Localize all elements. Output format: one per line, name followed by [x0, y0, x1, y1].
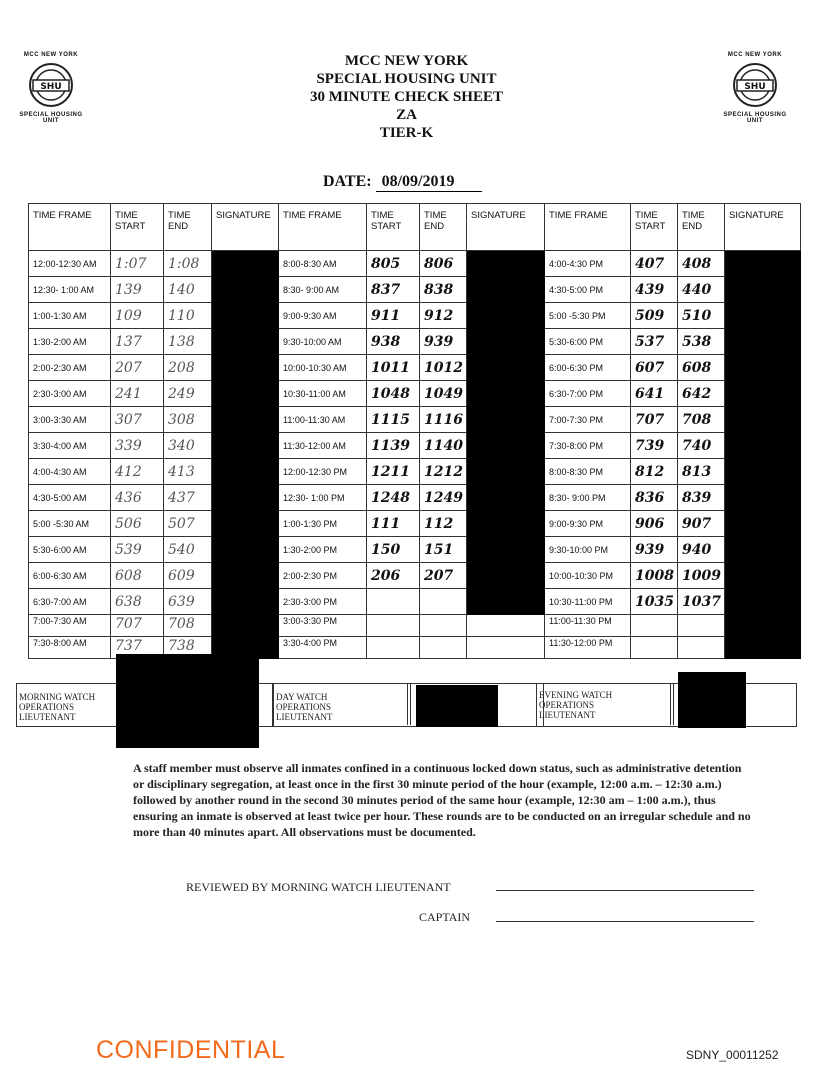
time-start-cell: 1035 [631, 589, 678, 615]
time-frame-cell: 5:30-6:00 AM [29, 537, 111, 563]
time-end-cell: 806 [420, 251, 467, 277]
time-start-cell: 836 [631, 485, 678, 511]
time-frame-cell: 3:30-4:00 AM [29, 433, 111, 459]
time-end-cell: 540 [164, 537, 212, 563]
time-frame-cell: 6:00-6:30 AM [29, 563, 111, 589]
time-end-cell: 838 [420, 277, 467, 303]
date-label: DATE: [323, 173, 372, 190]
check-sheet-table [28, 203, 801, 659]
time-frame-cell: 10:30-11:00 PM [545, 589, 631, 615]
time-end-cell: 308 [164, 407, 212, 433]
signature-cell [725, 537, 801, 563]
table-row [29, 407, 801, 433]
time-end-cell: 738 [164, 637, 212, 659]
time-start-cell: 1211 [367, 459, 420, 485]
reviewed-by-label: REVIEWED BY MORNING WATCH LIEUTENANT [186, 880, 451, 894]
time-frame-cell: 4:30-5:00 AM [29, 485, 111, 511]
column-header: SIGNATURE [212, 204, 279, 251]
signature-cell [212, 563, 279, 589]
time-end-cell: 609 [164, 563, 212, 589]
time-start-cell: 307 [111, 407, 164, 433]
signature-cell [467, 381, 545, 407]
time-end-cell: 1049 [420, 381, 467, 407]
column-header: TIME END [420, 204, 467, 251]
watch-label-line: OPERATIONS [539, 700, 595, 710]
table-row [29, 459, 801, 485]
time-start-cell: 737 [111, 637, 164, 659]
signature-cell [725, 329, 801, 355]
signature-cell [467, 355, 545, 381]
table-row [29, 589, 801, 615]
time-end-cell: 112 [420, 511, 467, 537]
time-end-cell: 839 [678, 485, 725, 511]
time-end-cell: 408 [678, 251, 725, 277]
table-row [29, 355, 801, 381]
time-end-cell: 440 [678, 277, 725, 303]
table-row [29, 563, 801, 589]
signature-cell [467, 563, 545, 589]
table-row [29, 511, 801, 537]
time-frame-cell: 4:00-4:30 AM [29, 459, 111, 485]
time-start-cell: 707 [111, 615, 164, 637]
table-row [29, 537, 801, 563]
time-end-cell: 813 [678, 459, 725, 485]
title-line: SPECIAL HOUSING UNIT [316, 71, 497, 87]
signature-cell [467, 615, 545, 637]
column-header: TIME START [631, 204, 678, 251]
signature-cell [212, 303, 279, 329]
redaction-block [116, 654, 259, 748]
time-start-cell [367, 589, 420, 615]
signature-cell [725, 511, 801, 537]
time-start-cell: 906 [631, 511, 678, 537]
watch-label-line: OPERATIONS [276, 702, 332, 712]
time-end-cell: 138 [164, 329, 212, 355]
title-line: 30 MINUTE CHECK SHEET [310, 89, 503, 105]
time-end-cell: 642 [678, 381, 725, 407]
time-frame-cell: 9:00-9:30 AM [279, 303, 367, 329]
signature-cell [725, 303, 801, 329]
time-frame-cell: 2:00-2:30 PM [279, 563, 367, 589]
time-frame-cell: 1:00-1:30 AM [29, 303, 111, 329]
time-end-cell: 507 [164, 511, 212, 537]
time-end-cell: 912 [420, 303, 467, 329]
time-start-cell: 111 [367, 511, 420, 537]
redaction-block [678, 672, 746, 728]
time-frame-cell: 6:00-6:30 PM [545, 355, 631, 381]
time-frame-cell: 2:00-2:30 AM [29, 355, 111, 381]
table-header-row [29, 204, 801, 251]
signature-cell [212, 459, 279, 485]
time-start-cell: 241 [111, 381, 164, 407]
time-frame-cell: 3:30-4:00 PM [279, 637, 367, 659]
watch-label-line: LIEUTENANT [539, 710, 596, 720]
logo-text-bottom: SPECIAL HOUSING UNIT [723, 112, 787, 124]
time-end-cell: 940 [678, 537, 725, 563]
time-frame-cell: 11:00-11:30 PM [545, 615, 631, 637]
time-start-cell [631, 637, 678, 659]
time-frame-cell: 7:30-8:00 PM [545, 433, 631, 459]
time-frame-cell: 6:30-7:00 AM [29, 589, 111, 615]
table-row [29, 381, 801, 407]
signature-cell [212, 251, 279, 277]
time-frame-cell: 8:00-8:30 AM [279, 251, 367, 277]
instructions-paragraph: A staff member must observe all inmates confined in a continuous locked down status, such as administrative detention or disciplinary segregation, at least once in the first 30 minute period of the hour (example, 12:00 a.m. – 12:30 a.m.) followed by another round in the second 30 minutes period of the same hour (example, 12:30 am – 1:00 a.m.), thus ensuring an inmate is observed at least twice per hour. These rounds are to be conducted on an irregular schedule and no more than 40 minutes apart. All observations must be documented. [133, 761, 751, 839]
time-end-cell: 1140 [420, 433, 467, 459]
signature-cell [725, 563, 801, 589]
signature-cell [725, 637, 801, 659]
time-frame-cell: 5:30-6:00 PM [545, 329, 631, 355]
time-end-cell: 708 [164, 615, 212, 637]
time-end-cell: 1:08 [164, 251, 212, 277]
watch-label-line: LIEUTENANT [19, 712, 76, 722]
time-end-cell: 140 [164, 277, 212, 303]
signature-cell [467, 589, 545, 615]
time-start-cell: 150 [367, 537, 420, 563]
time-frame-cell: 2:30-3:00 PM [279, 589, 367, 615]
time-start-cell: 707 [631, 407, 678, 433]
logo-initials: SHU [744, 82, 766, 92]
signature-cell [212, 277, 279, 303]
time-end-cell: 249 [164, 381, 212, 407]
time-end-cell [420, 637, 467, 659]
signature-cell [467, 329, 545, 355]
time-end-cell: 1012 [420, 355, 467, 381]
watch-label-line: LIEUTENANT [276, 712, 333, 722]
signature-cell [212, 407, 279, 433]
signature-cell [212, 381, 279, 407]
time-frame-cell: 2:30-3:00 AM [29, 381, 111, 407]
time-start-cell: 1048 [367, 381, 420, 407]
time-start-cell: 1248 [367, 485, 420, 511]
time-frame-cell: 8:30- 9:00 AM [279, 277, 367, 303]
watch-label-line: EVENING WATCH [539, 690, 613, 700]
signature-cell [212, 589, 279, 615]
time-frame-cell: 3:00-3:30 AM [29, 407, 111, 433]
signature-cell [212, 511, 279, 537]
time-frame-cell: 3:00-3:30 PM [279, 615, 367, 637]
table-row [29, 485, 801, 511]
time-start-cell: 911 [367, 303, 420, 329]
confidential-stamp: CONFIDENTIAL [96, 1036, 286, 1064]
column-header: TIME FRAME [279, 204, 367, 251]
signature-cell [467, 277, 545, 303]
time-start-cell: 608 [111, 563, 164, 589]
table-row [29, 251, 801, 277]
time-end-cell [420, 615, 467, 637]
time-end-cell: 740 [678, 433, 725, 459]
watch-label-line: OPERATIONS [19, 702, 75, 712]
captain-signature-line [496, 921, 754, 922]
time-frame-cell: 12:00-12:30 AM [29, 251, 111, 277]
time-end-cell: 708 [678, 407, 725, 433]
logo-text-bottom: SPECIAL HOUSING UNIT [19, 112, 83, 124]
time-start-cell: 137 [111, 329, 164, 355]
signature-cell [467, 303, 545, 329]
signature-cell [212, 485, 279, 511]
time-start-cell: 439 [631, 277, 678, 303]
time-start-cell: 1008 [631, 563, 678, 589]
time-frame-cell: 12:30- 1:00 AM [29, 277, 111, 303]
time-start-cell: 739 [631, 433, 678, 459]
logo-initials: SHU [40, 82, 62, 92]
title-line: ZA [396, 107, 417, 123]
time-start-cell: 1115 [367, 407, 420, 433]
time-end-cell: 538 [678, 329, 725, 355]
table-row [29, 329, 801, 355]
bates-number: SDNY_00011252 [686, 1048, 779, 1062]
time-end-cell [678, 637, 725, 659]
time-start-cell: 139 [111, 277, 164, 303]
signature-cell [212, 615, 279, 637]
time-start-cell: 938 [367, 329, 420, 355]
logo-text-top: MCC NEW YORK [727, 52, 783, 58]
time-start-cell: 407 [631, 251, 678, 277]
time-frame-cell: 11:00-11:30 AM [279, 407, 367, 433]
column-header: SIGNATURE [467, 204, 545, 251]
date-line [323, 173, 482, 192]
signature-cell [725, 433, 801, 459]
time-start-cell: 509 [631, 303, 678, 329]
time-frame-cell: 4:30-5:00 PM [545, 277, 631, 303]
time-end-cell: 907 [678, 511, 725, 537]
signature-cell [725, 277, 801, 303]
time-frame-cell: 8:30- 9:00 PM [545, 485, 631, 511]
table-row [29, 615, 801, 637]
time-frame-cell: 10:30-11:00 AM [279, 381, 367, 407]
column-header: TIME END [164, 204, 212, 251]
signature-cell [725, 485, 801, 511]
time-frame-cell: 12:00-12:30 PM [279, 459, 367, 485]
time-end-cell [420, 589, 467, 615]
time-end-cell: 1009 [678, 563, 725, 589]
signature-cell [467, 537, 545, 563]
signature-cell [467, 637, 545, 659]
column-header: SIGNATURE [725, 204, 801, 251]
signature-cell [467, 485, 545, 511]
time-end-cell: 437 [164, 485, 212, 511]
time-end-cell: 207 [420, 563, 467, 589]
time-start-cell [631, 615, 678, 637]
time-start-cell: 607 [631, 355, 678, 381]
column-header: TIME END [678, 204, 725, 251]
time-end-cell: 413 [164, 459, 212, 485]
signature-cell [725, 407, 801, 433]
column-header: TIME FRAME [29, 204, 111, 251]
time-end-cell: 1249 [420, 485, 467, 511]
column-header: TIME START [111, 204, 164, 251]
divider [670, 683, 674, 725]
captain-label: CAPTAIN [419, 910, 471, 924]
time-frame-cell: 12:30- 1:00 PM [279, 485, 367, 511]
table-body [29, 251, 801, 659]
time-frame-cell: 10:00-10:30 PM [545, 563, 631, 589]
evening-watch-label [539, 690, 612, 720]
time-start-cell: 939 [631, 537, 678, 563]
signature-cell [212, 537, 279, 563]
signature-cell [467, 251, 545, 277]
day-watch-label [276, 692, 332, 722]
logo-text-top: MCC NEW YORK [23, 52, 79, 58]
signature-cell [725, 615, 801, 637]
time-frame-cell: 11:30-12:00 PM [545, 637, 631, 659]
watch-label-line: DAY WATCH [276, 692, 328, 702]
time-frame-cell: 1:00-1:30 PM [279, 511, 367, 537]
time-start-cell: 412 [111, 459, 164, 485]
time-start-cell [367, 637, 420, 659]
time-start-cell: 805 [367, 251, 420, 277]
time-frame-cell: 9:30-10:00 AM [279, 329, 367, 355]
time-start-cell: 1:07 [111, 251, 164, 277]
time-end-cell: 151 [420, 537, 467, 563]
time-end-cell: 208 [164, 355, 212, 381]
time-end-cell: 939 [420, 329, 467, 355]
time-frame-cell: 7:30-8:00 AM [29, 637, 111, 659]
watch-label-line: MORNING WATCH [19, 692, 96, 702]
title-line: MCC NEW YORK [344, 53, 469, 69]
time-frame-cell: 9:30-10:00 PM [545, 537, 631, 563]
table-row [29, 303, 801, 329]
signature-cell [212, 355, 279, 381]
column-header: TIME START [367, 204, 420, 251]
time-end-cell: 340 [164, 433, 212, 459]
time-end-cell: 510 [678, 303, 725, 329]
signature-cell [467, 459, 545, 485]
time-end-cell: 1212 [420, 459, 467, 485]
time-start-cell: 641 [631, 381, 678, 407]
time-frame-cell: 5:00 -5:30 PM [545, 303, 631, 329]
table-row [29, 433, 801, 459]
signature-cell [212, 329, 279, 355]
time-start-cell: 206 [367, 563, 420, 589]
time-start-cell: 109 [111, 303, 164, 329]
signature-cell [725, 381, 801, 407]
morning-watch-label [19, 692, 95, 722]
time-frame-cell: 11:30-12:00 AM [279, 433, 367, 459]
signature-cell [467, 433, 545, 459]
date-value: 08/09/2019 [376, 173, 482, 192]
time-frame-cell: 4:00-4:30 PM [545, 251, 631, 277]
time-end-cell: 110 [164, 303, 212, 329]
time-frame-cell: 1:30-2:00 PM [279, 537, 367, 563]
time-start-cell: 339 [111, 433, 164, 459]
signature-cell [725, 459, 801, 485]
signature-cell [212, 433, 279, 459]
time-end-cell [678, 615, 725, 637]
time-frame-cell: 9:00-9:30 PM [545, 511, 631, 537]
signature-cell [725, 589, 801, 615]
time-start-cell: 837 [367, 277, 420, 303]
time-frame-cell: 5:00 -5:30 AM [29, 511, 111, 537]
signature-cell [467, 511, 545, 537]
time-start-cell: 539 [111, 537, 164, 563]
time-frame-cell: 8:00-8:30 PM [545, 459, 631, 485]
time-end-cell: 1037 [678, 589, 725, 615]
time-frame-cell: 10:00-10:30 AM [279, 355, 367, 381]
sheet-title [0, 52, 813, 142]
time-start-cell: 1011 [367, 355, 420, 381]
time-frame-cell: 7:00-7:30 PM [545, 407, 631, 433]
time-frame-cell: 6:30-7:00 PM [545, 381, 631, 407]
time-start-cell: 207 [111, 355, 164, 381]
time-start-cell: 638 [111, 589, 164, 615]
time-start-cell: 506 [111, 511, 164, 537]
time-end-cell: 639 [164, 589, 212, 615]
time-start-cell: 1139 [367, 433, 420, 459]
signature-cell [725, 251, 801, 277]
time-end-cell: 608 [678, 355, 725, 381]
time-start-cell [367, 615, 420, 637]
time-frame-cell: 7:00-7:30 AM [29, 615, 111, 637]
divider [407, 683, 411, 725]
time-end-cell: 1116 [420, 407, 467, 433]
time-start-cell: 812 [631, 459, 678, 485]
time-start-cell: 537 [631, 329, 678, 355]
time-frame-cell: 1:30-2:00 AM [29, 329, 111, 355]
signature-cell [725, 355, 801, 381]
signature-cell [467, 407, 545, 433]
time-start-cell: 436 [111, 485, 164, 511]
column-header: TIME FRAME [545, 204, 631, 251]
redaction-block [416, 685, 498, 727]
reviewed-signature-line [496, 890, 754, 891]
title-line: TIER-K [379, 125, 434, 141]
table-row [29, 277, 801, 303]
